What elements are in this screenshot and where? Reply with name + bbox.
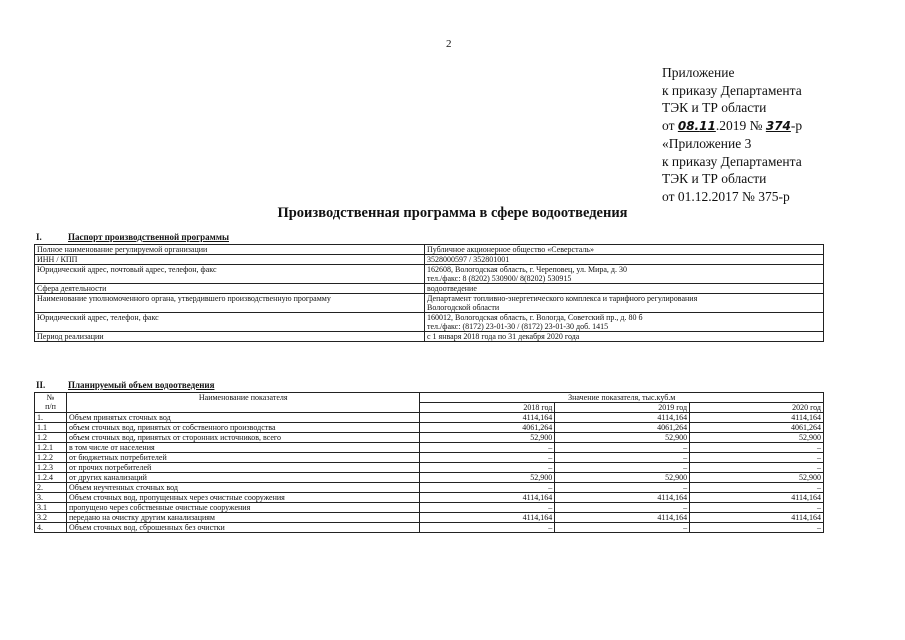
value-2020: – [690, 483, 824, 493]
value-2020: 4061,264 [690, 423, 824, 433]
row-value: 3528000597 / 352801001 [425, 255, 824, 265]
row-name: Объем сточных вод, пропущенных через очистные сооружения [66, 493, 420, 503]
header-year: 2019 год [555, 403, 690, 413]
table-row [35, 513, 824, 523]
volume-table-body [35, 413, 824, 533]
row-name: Объем принятых сточных вод [66, 413, 420, 423]
row-value-line: тел./факс: (8172) 23-01-30 / (8172) 23-01-30 доб. 1415 [427, 322, 609, 331]
appendix-line: ТЭК и ТР области [662, 100, 767, 115]
value-2020: 52,900 [690, 433, 824, 443]
row-name: от прочих потребителей [66, 463, 420, 473]
row-label: Полное наименование регулируемой организации [35, 245, 425, 255]
document-title: Производственная программа в сфере водоотведения [277, 205, 628, 221]
section-number: II. [36, 380, 46, 390]
value-2020: – [690, 443, 824, 453]
row-value-line: тел./факс: 8 (8202) 530900/ 8(8202) 530915 [427, 274, 572, 283]
row-value: водоотведение [425, 284, 824, 294]
order-suffix: -р [790, 117, 803, 133]
appendix-block [662, 64, 802, 205]
section-number: I. [36, 232, 42, 242]
value-2018: 52,900 [420, 433, 555, 443]
value-2019: 52,900 [555, 473, 690, 483]
row-name: от бюджетных потребителей [66, 453, 420, 463]
appendix-line: к приказу Департамента [662, 82, 802, 98]
value-2018: – [420, 453, 555, 463]
table-row [35, 332, 824, 342]
appendix-order-line [662, 117, 802, 136]
value-2019: – [555, 483, 690, 493]
row-value-line: Департамент топливно-энергетического комплекса и тарифного регулирования [427, 294, 698, 303]
row-name: от других канализаций [66, 473, 420, 483]
table-row [35, 245, 824, 255]
row-number: 1.2.4 [35, 473, 67, 483]
row-label: Наименование уполномоченного органа, утвердившего производственную программу [35, 294, 425, 313]
row-value-line: 160012, Вологодская область, г. Вологда, Советский пр., д. 80 б [427, 313, 643, 322]
row-value [425, 294, 824, 313]
table-row [35, 483, 824, 493]
appendix-line: «Приложение 3 [662, 136, 752, 151]
table-row [35, 473, 824, 483]
table-row [35, 463, 824, 473]
page-number: 2 [446, 38, 452, 50]
order-number-handwritten: 374 [765, 118, 791, 133]
row-name: Объем неучтенных сточных вод [66, 483, 420, 493]
table-row [35, 423, 824, 433]
row-label: Период реализации [35, 332, 425, 342]
value-2020: – [690, 453, 824, 463]
header-num-line: п/п [45, 402, 56, 411]
row-label: Юридический адрес, почтовый адрес, телефон, факс [35, 265, 425, 284]
value-2019: 4114,164 [555, 513, 690, 523]
value-2020: 52,900 [690, 473, 824, 483]
table-row [35, 313, 824, 332]
value-2018: – [420, 523, 555, 533]
row-name: объем сточных вод, принятых от собственного производства [66, 423, 420, 433]
value-2020: 4114,164 [690, 413, 824, 423]
table-row [35, 523, 824, 533]
row-label: Сфера деятельности [35, 284, 425, 294]
row-value-line: 162608, Вологодская область, г. Череповец, ул. Мира, д. 30 [427, 265, 627, 274]
header-year: 2018 год [420, 403, 555, 413]
value-2018: – [420, 503, 555, 513]
row-number: 1.1 [35, 423, 67, 433]
row-name: в том числе от населения [66, 443, 420, 453]
row-name: передано на очистку другим канализациям [66, 513, 420, 523]
appendix-line: от 01.12.2017 № 375-р [662, 188, 790, 204]
row-number: 3.1 [35, 503, 67, 513]
value-2018: 4114,164 [420, 513, 555, 523]
row-value [425, 313, 824, 332]
value-2019: – [555, 443, 690, 453]
table-row [35, 493, 824, 503]
appendix-line: к приказу Департамента [662, 153, 802, 169]
table-row [35, 294, 824, 313]
passport-table [34, 244, 824, 342]
section-2-heading [36, 380, 214, 390]
table-row [35, 255, 824, 265]
row-label: ИНН / КПП [35, 255, 425, 265]
table-row [35, 433, 824, 443]
row-value-line: Вологодской области [427, 303, 500, 312]
row-name: Объем сточных вод, сброшенных без очистки [66, 523, 420, 533]
header-name: Наименование показателя [66, 393, 420, 413]
order-mid: .2019 № [715, 117, 766, 133]
row-number: 1. [35, 413, 67, 423]
row-number: 1.2.1 [35, 443, 67, 453]
value-2019: – [555, 453, 690, 463]
value-2020: – [690, 523, 824, 533]
row-number: 2. [35, 483, 67, 493]
row-number: 3.2 [35, 513, 67, 523]
value-2018: – [420, 463, 555, 473]
header-value: Значение показателя, тыс.куб.м [420, 393, 824, 403]
table-row [35, 413, 824, 423]
value-2020: 4114,164 [690, 513, 824, 523]
value-2018: 4114,164 [420, 493, 555, 503]
value-2018: 4114,164 [420, 413, 555, 423]
order-day-handwritten: 08. [677, 118, 700, 133]
order-month-handwritten: 11 [699, 118, 716, 133]
section-title: Паспорт производственной программы [68, 232, 229, 242]
value-2018: – [420, 443, 555, 453]
value-2019: 4114,164 [555, 493, 690, 503]
section-title: Планируемый объем водоотведения [68, 380, 215, 390]
value-2019: 52,900 [555, 433, 690, 443]
row-number: 3. [35, 493, 67, 503]
value-2018: – [420, 483, 555, 493]
table-row [35, 503, 824, 513]
appendix-line: Приложение [662, 65, 735, 80]
row-number: 4. [35, 523, 67, 533]
row-number: 1.2.3 [35, 463, 67, 473]
table-row [35, 453, 824, 463]
volume-table [34, 392, 824, 533]
row-value [425, 265, 824, 284]
value-2019: – [555, 523, 690, 533]
value-2020: – [690, 463, 824, 473]
table-row [35, 284, 824, 294]
table-header-row [35, 393, 824, 403]
row-number: 1.2.2 [35, 453, 67, 463]
section-1-heading [36, 232, 229, 242]
row-number: 1.2 [35, 433, 67, 443]
value-2019: 4061,264 [555, 423, 690, 433]
table-row [35, 265, 824, 284]
header-year: 2020 год [690, 403, 824, 413]
value-2020: – [690, 503, 824, 513]
header-num [35, 393, 67, 413]
value-2019: 4114,164 [555, 413, 690, 423]
order-prefix: от [662, 117, 678, 133]
value-2018: 4061,264 [420, 423, 555, 433]
value-2019: – [555, 503, 690, 513]
header-num-line: № [46, 393, 55, 402]
row-name: пропущено через собственные очистные сооружения [66, 503, 420, 513]
table-row [35, 443, 824, 453]
appendix-line: ТЭК и ТР области [662, 171, 767, 186]
value-2019: – [555, 463, 690, 473]
value-2020: 4114,164 [690, 493, 824, 503]
row-name: объем сточных вод, принятых от сторонних источников, всего [66, 433, 420, 443]
row-value: с 1 января 2018 года по 31 декабря 2020 года [425, 332, 824, 342]
value-2018: 52,900 [420, 473, 555, 483]
row-label: Юридический адрес, телефон, факс [35, 313, 425, 332]
row-value: Публичное акционерное общество «Северсталь» [425, 245, 824, 255]
